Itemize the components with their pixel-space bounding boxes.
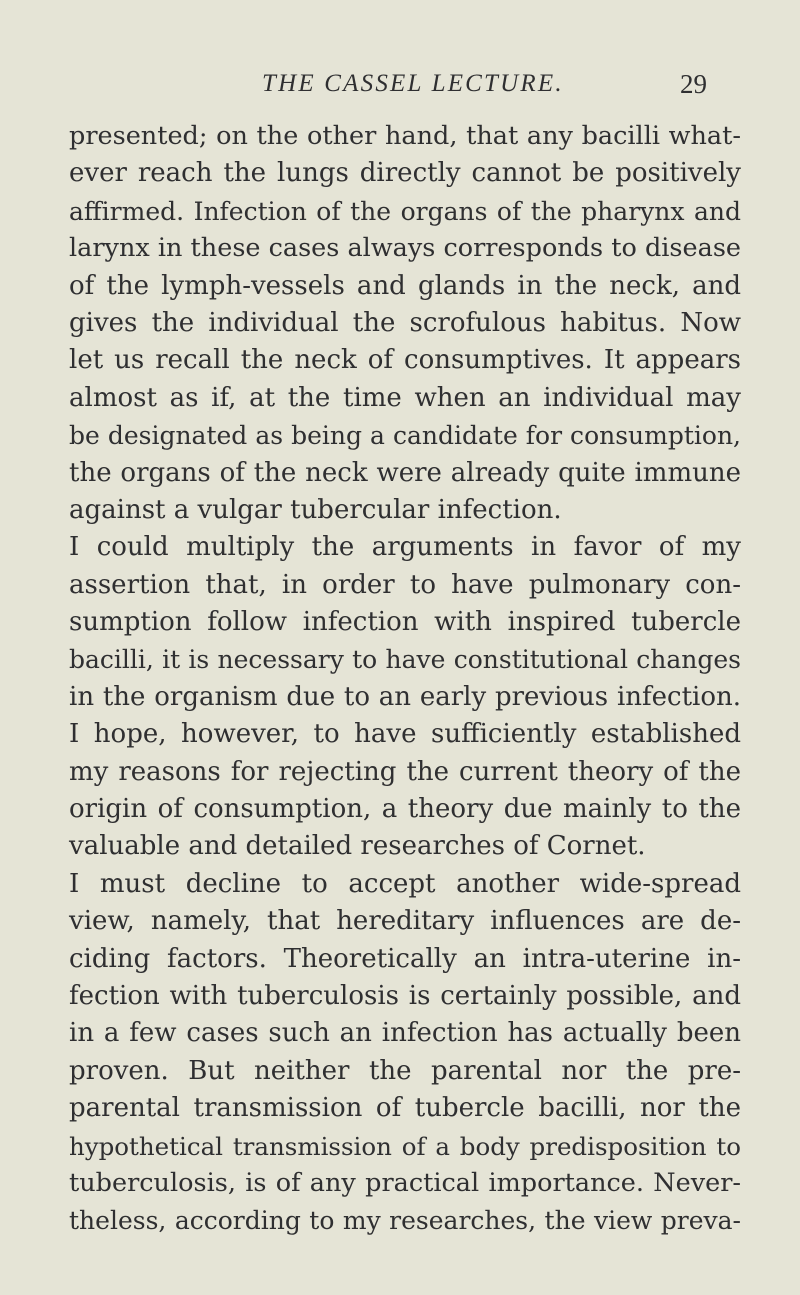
text-line: be designated as being a candidate for consumption, [69,421,741,451]
text-line: presented; on the other hand, that any bacilli what- [69,121,741,151]
text-line: the organs of the neck were already quite immune [69,457,741,488]
page-number: 29 [680,69,707,99]
text-line: theless, according to my researches, the view preva- [69,1206,741,1236]
text-line: I hope, however, to have sufficiently established [69,719,741,750]
body-text [69,118,741,1240]
text-line: almost as if, at the time when an individual may [69,382,741,413]
text-line: assertion that, in order to have pulmonary con- [69,569,741,600]
text-line: ever reach the lungs directly cannot be positively [69,158,741,189]
paragraph-start-line: I must decline to accept another wide-spread [69,868,741,899]
text-line: in a few cases such an infection has actually been [69,1018,741,1049]
paragraph-start-line: I could multiply the arguments in favor of my [69,532,741,563]
text-line: bacilli, it is necessary to have constitutional changes [69,645,741,675]
paragraph-end-line: valuable and detailed researches of Cornet. [69,831,646,862]
running-head [0,66,800,102]
text-line: hypothetical transmission of a body predisposition to [69,1131,741,1161]
text-line: proven. But neither the parental nor the pre- [69,1055,741,1086]
text-line: tuberculosis, is of any practical importance. Never- [69,1167,741,1198]
text-line: view, namely, that hereditary influences are de- [69,906,741,937]
text-line: origin of consumption, a theory due mainly to the [69,794,741,825]
text-line: larynx in these cases always corresponds to disease [69,233,741,264]
text-line: fection with tuberculosis is certainly possible, and [69,980,741,1011]
running-title: THE CASSEL LECTURE. [262,70,564,97]
text-line: let us recall the neck of consumptives. It appears [69,345,741,376]
text-line: my reasons for rejecting the current theory of the [69,756,741,787]
paragraph-end-line: against a vulgar tubercular infection. [69,494,562,525]
text-line: sumption follow infection with inspired tubercle [69,607,741,638]
text-line: in the organism due to an early previous infection. [69,681,741,712]
text-line: affirmed. Infection of the organs of the pharynx and [69,196,741,226]
text-line: ciding factors. Theoretically an intra-uterine in- [69,943,741,974]
text-line: gives the individual the scrofulous habitus. Now [69,307,741,338]
text-line: of the lymph-vessels and glands in the neck, and [69,270,741,301]
text-line: parental transmission of tubercle bacilli, nor the [69,1093,741,1124]
